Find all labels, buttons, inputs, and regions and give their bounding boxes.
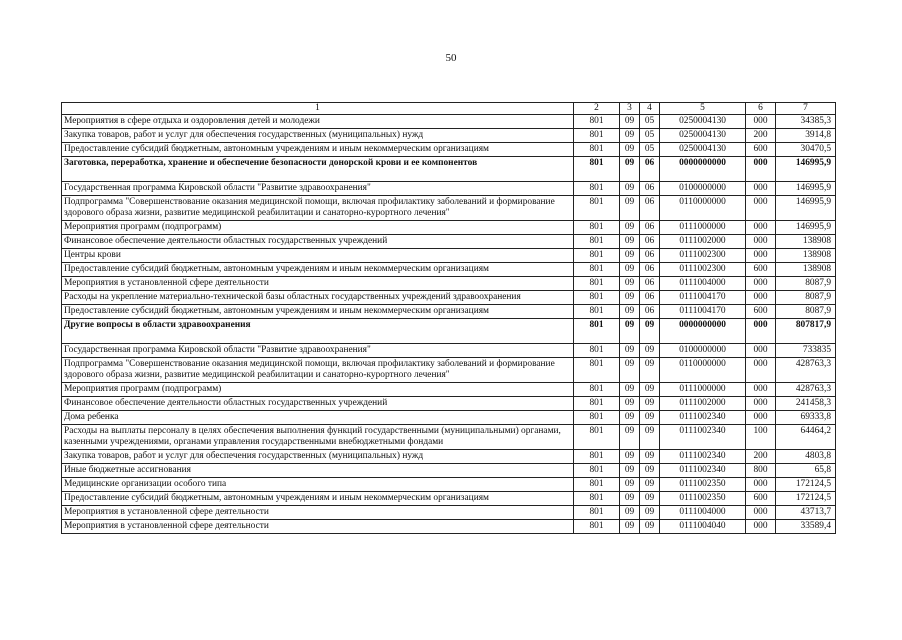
table-row [62,182,836,196]
row-name-cell: Мероприятия в установленной сфере деятельности [62,520,574,534]
row-name-cell: Государственная программа Кировской области "Развитие здравоохранения" [62,344,574,358]
subsection-cell: 09 [640,520,660,534]
amount-cell: 8087,9 [776,291,836,305]
section-cell: 09 [620,506,640,520]
subsection-cell: 06 [640,221,660,235]
table-row [62,305,836,319]
expense-type-cell: 000 [746,291,776,305]
table-row [62,344,836,358]
target-article-cell: 0000000000 [660,319,746,344]
expense-type-cell: 000 [746,478,776,492]
target-article-cell: 0111004000 [660,506,746,520]
row-name-cell: Мероприятия в установленной сфере деятельности [62,506,574,520]
target-article-cell: 0111000000 [660,221,746,235]
section-cell: 09 [620,492,640,506]
table-row [62,221,836,235]
subsection-cell: 05 [640,143,660,157]
target-article-cell: 0111002340 [660,464,746,478]
expense-type-cell: 000 [746,249,776,263]
expense-type-cell: 600 [746,143,776,157]
amount-cell: 146995,9 [776,182,836,196]
target-article-cell: 0111004040 [660,520,746,534]
expense-type-cell: 000 [746,196,776,221]
row-name-cell: Другие вопросы в области здравоохранения [62,319,574,344]
header-cell: 5 [660,103,746,115]
amount-cell: 8087,9 [776,305,836,319]
target-article-cell: 0100000000 [660,182,746,196]
expense-type-cell: 200 [746,129,776,143]
target-article-cell: 0111002340 [660,425,746,450]
expense-type-cell: 000 [746,221,776,235]
target-article-cell: 0111002350 [660,492,746,506]
row-name-cell: Закупка товаров, работ и услуг для обеспечения государственных (муниципальных) нужд [62,129,574,143]
table-row [62,506,836,520]
subsection-cell: 09 [640,450,660,464]
expense-type-cell: 000 [746,506,776,520]
subsection-cell: 09 [640,358,660,383]
section-cell: 09 [620,249,640,263]
amount-cell: 69333,8 [776,411,836,425]
section-cell: 09 [620,450,640,464]
section-cell: 09 [620,383,640,397]
target-article-cell: 0111004170 [660,291,746,305]
amount-cell: 4803,8 [776,450,836,464]
target-article-cell: 0000000000 [660,157,746,182]
ministry-code-cell: 801 [574,506,620,520]
row-name-cell: Предоставление субсидий бюджетным, автономным учреждениям и иным некоммерческим организациям [62,263,574,277]
section-cell: 09 [620,464,640,478]
ministry-code-cell: 801 [574,305,620,319]
subsection-cell: 06 [640,249,660,263]
section-cell: 09 [620,115,640,129]
row-name-cell: Мероприятия в сфере отдыха и оздоровления детей и молодежи [62,115,574,129]
table-row [62,425,836,450]
row-name-cell: Центры крови [62,249,574,263]
ministry-code-cell: 801 [574,182,620,196]
section-cell: 09 [620,305,640,319]
amount-cell: 8087,9 [776,277,836,291]
ministry-code-cell: 801 [574,319,620,344]
expense-type-cell: 000 [746,235,776,249]
target-article-cell: 0250004130 [660,129,746,143]
section-cell: 09 [620,235,640,249]
section-cell: 09 [620,263,640,277]
row-name-cell: Предоставление субсидий бюджетным, автономным учреждениям и иным некоммерческим организациям [62,143,574,157]
section-cell: 09 [620,196,640,221]
table-row [62,115,836,129]
table-row [62,411,836,425]
subsection-cell: 06 [640,235,660,249]
expense-type-cell: 600 [746,492,776,506]
target-article-cell: 0111002000 [660,397,746,411]
subsection-cell: 09 [640,344,660,358]
table-header-row [62,103,836,115]
section-cell: 09 [620,291,640,305]
budget-table [61,102,836,534]
target-article-cell: 0111000000 [660,383,746,397]
row-name-cell: Подпрограмма "Совершенствование оказания медицинской помощи, включая профилактику заболеваний и формирование здорового образа жизни, развитие медицинской реабилитации и санаторно-курортного лечения" [62,358,574,383]
target-article-cell: 0111002340 [660,450,746,464]
subsection-cell: 06 [640,263,660,277]
target-article-cell: 0111002000 [660,235,746,249]
ministry-code-cell: 801 [574,492,620,506]
row-name-cell: Мероприятия программ (подпрограмм) [62,383,574,397]
row-name-cell: Предоставление субсидий бюджетным, автономным учреждениям и иным некоммерческим организациям [62,492,574,506]
amount-cell: 241458,3 [776,397,836,411]
ministry-code-cell: 801 [574,358,620,383]
section-cell: 09 [620,397,640,411]
target-article-cell: 0250004130 [660,115,746,129]
expense-type-cell: 600 [746,263,776,277]
table-row [62,478,836,492]
subsection-cell: 09 [640,492,660,506]
ministry-code-cell: 801 [574,143,620,157]
subsection-cell: 09 [640,506,660,520]
header-cell: 6 [746,103,776,115]
header-cell: 2 [574,103,620,115]
target-article-cell: 0100000000 [660,344,746,358]
table-row [62,450,836,464]
amount-cell: 807817,9 [776,319,836,344]
amount-cell: 138908 [776,235,836,249]
subsection-cell: 09 [640,425,660,450]
expense-type-cell: 000 [746,277,776,291]
expense-type-cell: 000 [746,344,776,358]
row-name-cell: Заготовка, переработка, хранение и обеспечение безопасности донорской крови и ее компонентов [62,157,574,182]
amount-cell: 428763,3 [776,383,836,397]
amount-cell: 138908 [776,263,836,277]
amount-cell: 138908 [776,249,836,263]
row-name-cell: Закупка товаров, работ и услуг для обеспечения государственных (муниципальных) нужд [62,450,574,464]
row-name-cell: Мероприятия программ (подпрограмм) [62,221,574,235]
header-cell: 3 [620,103,640,115]
ministry-code-cell: 801 [574,157,620,182]
section-cell: 09 [620,129,640,143]
amount-cell: 3914,8 [776,129,836,143]
ministry-code-cell: 801 [574,196,620,221]
amount-cell: 33589,4 [776,520,836,534]
table-row [62,196,836,221]
expense-type-cell: 100 [746,425,776,450]
target-article-cell: 0111002350 [660,478,746,492]
table-row [62,157,836,182]
ministry-code-cell: 801 [574,411,620,425]
table-row [62,129,836,143]
section-cell: 09 [620,344,640,358]
amount-cell: 146995,9 [776,157,836,182]
target-article-cell: 0250004130 [660,143,746,157]
subsection-cell: 09 [640,319,660,344]
subsection-cell: 05 [640,129,660,143]
amount-cell: 65,8 [776,464,836,478]
table-row [62,397,836,411]
section-cell: 09 [620,319,640,344]
target-article-cell: 0111004000 [660,277,746,291]
amount-cell: 34385,3 [776,115,836,129]
target-article-cell: 0110000000 [660,358,746,383]
row-name-cell: Дома ребенка [62,411,574,425]
section-cell: 09 [620,411,640,425]
subsection-cell: 05 [640,115,660,129]
ministry-code-cell: 801 [574,344,620,358]
expense-type-cell: 000 [746,115,776,129]
row-name-cell: Иные бюджетные ассигнования [62,464,574,478]
table-row [62,291,836,305]
ministry-code-cell: 801 [574,277,620,291]
row-name-cell: Предоставление субсидий бюджетным, автономным учреждениям и иным некоммерческим организациям [62,305,574,319]
row-name-cell: Расходы на выплаты персоналу в целях обеспечения выполнения функций государственными (муниципальными) органами, казенными учреждениями, органами управления государственными внебюджетными фондами [62,425,574,450]
amount-cell: 43713,7 [776,506,836,520]
expense-type-cell: 000 [746,411,776,425]
ministry-code-cell: 801 [574,383,620,397]
subsection-cell: 09 [640,411,660,425]
amount-cell: 172124,5 [776,492,836,506]
ministry-code-cell: 801 [574,115,620,129]
target-article-cell: 0111004170 [660,305,746,319]
subsection-cell: 09 [640,478,660,492]
section-cell: 09 [620,143,640,157]
subsection-cell: 06 [640,305,660,319]
section-cell: 09 [620,425,640,450]
table-row [62,383,836,397]
section-cell: 09 [620,520,640,534]
ministry-code-cell: 801 [574,221,620,235]
target-article-cell: 0111002300 [660,263,746,277]
ministry-code-cell: 801 [574,249,620,263]
amount-cell: 428763,3 [776,358,836,383]
amount-cell: 146995,9 [776,221,836,235]
row-name-cell: Подпрограмма "Совершенствование оказания медицинской помощи, включая профилактику заболеваний и формирование здорового образа жизни, развитие медицинской реабилитации и санаторно-курортного лечения" [62,196,574,221]
target-article-cell: 0110000000 [660,196,746,221]
expense-type-cell: 000 [746,397,776,411]
section-cell: 09 [620,277,640,291]
row-name-cell: Финансовое обеспечение деятельности областных государственных учреждений [62,397,574,411]
section-cell: 09 [620,358,640,383]
row-name-cell: Финансовое обеспечение деятельности областных государственных учреждений [62,235,574,249]
subsection-cell: 09 [640,464,660,478]
table-row [62,464,836,478]
table-body [62,115,836,534]
subsection-cell: 09 [640,397,660,411]
row-name-cell: Медицинские организации особого типа [62,478,574,492]
table-row [62,249,836,263]
expense-type-cell: 000 [746,520,776,534]
ministry-code-cell: 801 [574,397,620,411]
section-cell: 09 [620,157,640,182]
ministry-code-cell: 801 [574,263,620,277]
ministry-code-cell: 801 [574,129,620,143]
row-name-cell: Государственная программа Кировской области "Развитие здравоохранения" [62,182,574,196]
expense-type-cell: 200 [746,450,776,464]
table-row [62,520,836,534]
ministry-code-cell: 801 [574,478,620,492]
expense-type-cell: 000 [746,182,776,196]
ministry-code-cell: 801 [574,425,620,450]
subsection-cell: 06 [640,196,660,221]
subsection-cell: 09 [640,383,660,397]
amount-cell: 172124,5 [776,478,836,492]
ministry-code-cell: 801 [574,464,620,478]
amount-cell: 733835 [776,344,836,358]
amount-cell: 64464,2 [776,425,836,450]
expense-type-cell: 800 [746,464,776,478]
subsection-cell: 06 [640,182,660,196]
subsection-cell: 06 [640,157,660,182]
ministry-code-cell: 801 [574,450,620,464]
expense-type-cell: 600 [746,305,776,319]
target-article-cell: 0111002300 [660,249,746,263]
row-name-cell: Мероприятия в установленной сфере деятельности [62,277,574,291]
row-name-cell: Расходы на укрепление материально-технической базы областных государственных учреждений здравоохранения [62,291,574,305]
table-row [62,263,836,277]
table-row [62,143,836,157]
header-cell: 1 [62,103,574,115]
section-cell: 09 [620,478,640,492]
page-number: 50 [445,52,457,64]
expense-type-cell: 000 [746,157,776,182]
ministry-code-cell: 801 [574,520,620,534]
table-row [62,319,836,344]
expense-type-cell: 000 [746,358,776,383]
header-cell: 4 [640,103,660,115]
target-article-cell: 0111002340 [660,411,746,425]
table-row [62,235,836,249]
subsection-cell: 06 [640,291,660,305]
expense-type-cell: 000 [746,383,776,397]
section-cell: 09 [620,182,640,196]
table-row [62,277,836,291]
table-row [62,492,836,506]
ministry-code-cell: 801 [574,235,620,249]
expense-type-cell: 000 [746,319,776,344]
section-cell: 09 [620,221,640,235]
header-cell: 7 [776,103,836,115]
amount-cell: 146995,9 [776,196,836,221]
subsection-cell: 06 [640,277,660,291]
amount-cell: 30470,5 [776,143,836,157]
ministry-code-cell: 801 [574,291,620,305]
table-row [62,358,836,383]
